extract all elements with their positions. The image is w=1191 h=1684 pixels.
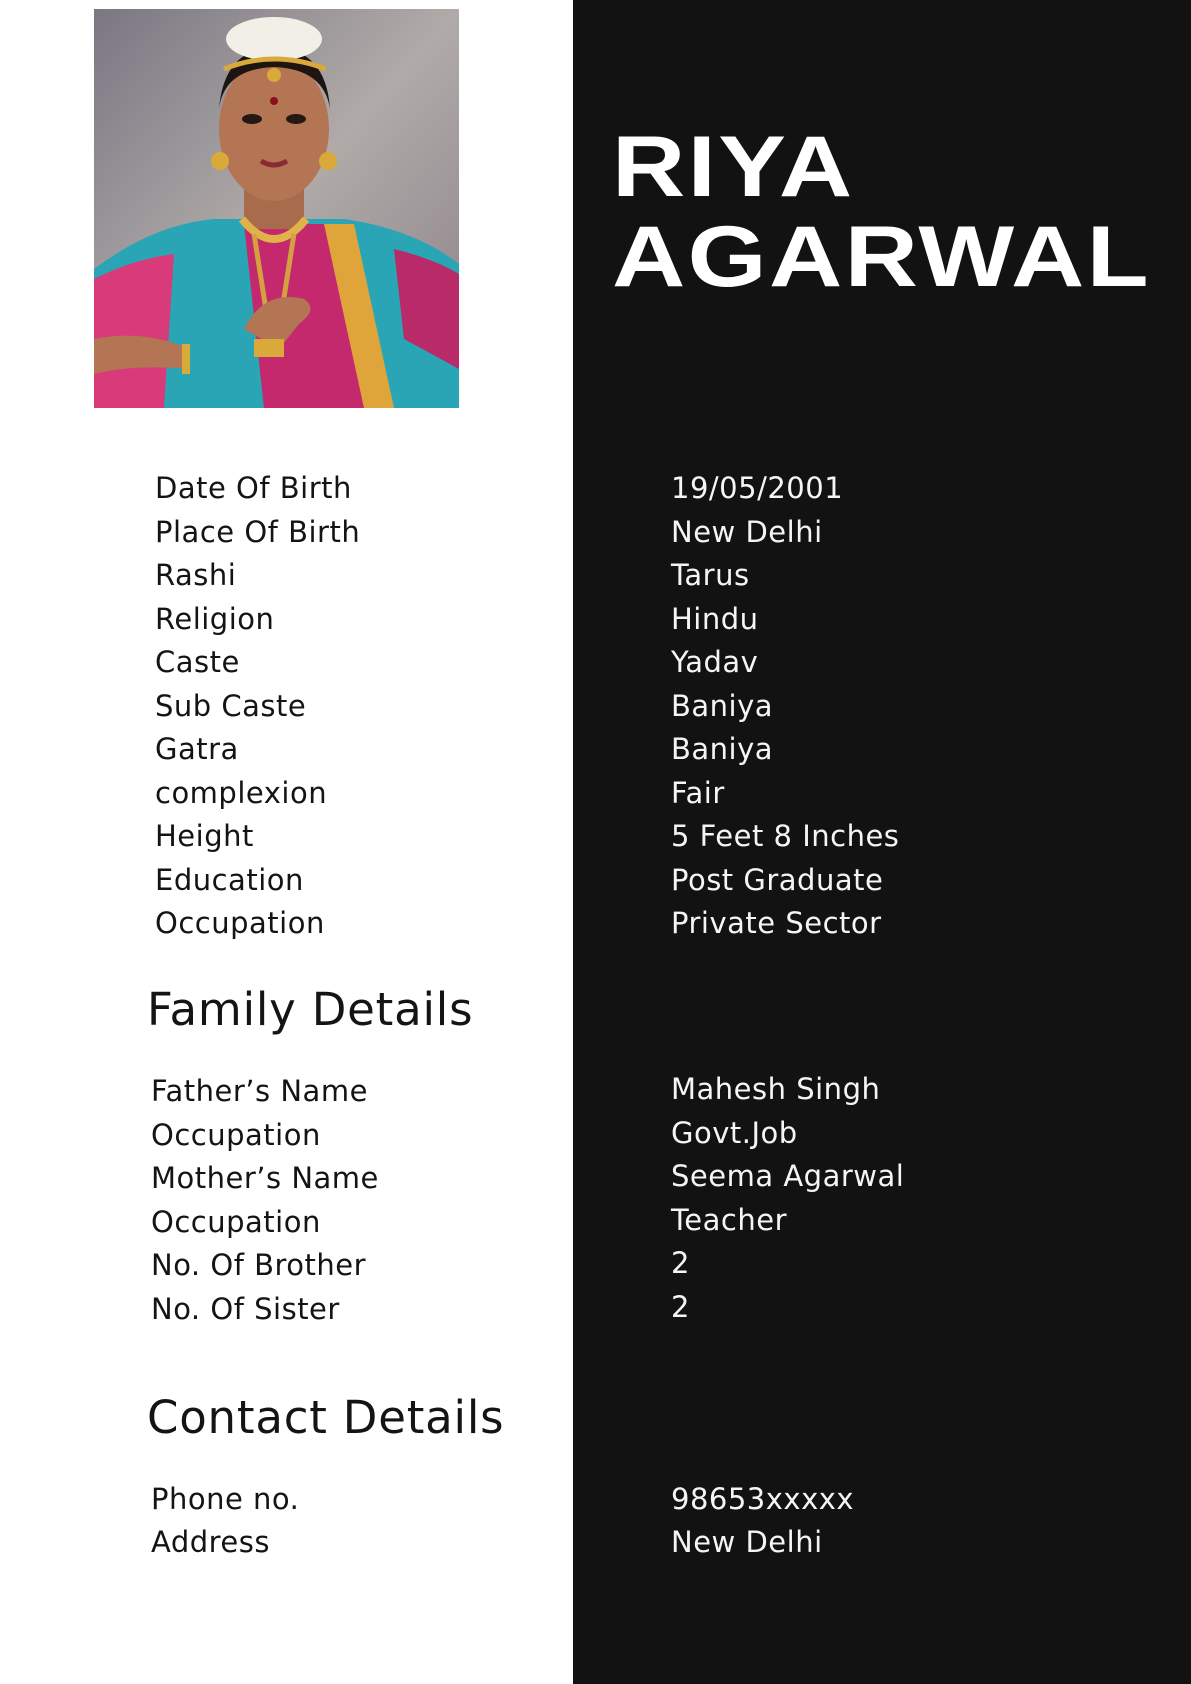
label-mother-occupation: Occupation bbox=[151, 1205, 321, 1239]
label-caste: Caste bbox=[155, 645, 240, 679]
value-height: 5 Feet 8 Inches bbox=[671, 819, 900, 853]
value-sub-caste: Baniya bbox=[671, 689, 774, 723]
label-father-occupation: Occupation bbox=[151, 1118, 321, 1152]
label-phone: Phone no. bbox=[151, 1482, 300, 1516]
label-brothers: No. Of Brother bbox=[151, 1248, 367, 1282]
value-complexion: Fair bbox=[671, 776, 725, 810]
value-brothers: 2 bbox=[671, 1246, 690, 1280]
family-details-heading: Family Details bbox=[147, 983, 474, 1036]
value-place-of-birth: New Delhi bbox=[671, 515, 823, 549]
value-mother-name: Seema Agarwal bbox=[671, 1159, 905, 1193]
label-mother-name: Mother’s Name bbox=[151, 1161, 379, 1195]
profile-photo bbox=[94, 9, 459, 408]
label-address: Address bbox=[151, 1525, 270, 1559]
label-father-name: Father’s Name bbox=[151, 1074, 368, 1108]
person-name bbox=[612, 119, 1151, 305]
value-phone: 98653xxxxx bbox=[671, 1482, 855, 1516]
first-name: RIYA bbox=[612, 119, 855, 215]
label-sisters: No. Of Sister bbox=[151, 1292, 340, 1326]
value-occupation: Private Sector bbox=[671, 906, 882, 940]
value-father-name: Mahesh Singh bbox=[671, 1072, 881, 1106]
value-date-of-birth: 19/05/2001 bbox=[671, 471, 844, 505]
value-religion: Hindu bbox=[671, 602, 759, 636]
label-occupation: Occupation bbox=[155, 906, 325, 940]
label-complexion: complexion bbox=[155, 776, 328, 810]
label-height: Height bbox=[155, 819, 254, 853]
label-gatra: Gatra bbox=[155, 732, 239, 766]
value-rashi: Tarus bbox=[671, 558, 750, 592]
contact-details-heading: Contact Details bbox=[147, 1391, 505, 1444]
value-sisters: 2 bbox=[671, 1290, 690, 1324]
value-education: Post Graduate bbox=[671, 863, 884, 897]
value-father-occupation: Govt.Job bbox=[671, 1116, 798, 1150]
last-name: AGARWAL bbox=[612, 209, 1151, 305]
value-address: New Delhi bbox=[671, 1525, 823, 1559]
label-rashi: Rashi bbox=[155, 558, 237, 592]
label-place-of-birth: Place Of Birth bbox=[155, 515, 361, 549]
value-mother-occupation: Teacher bbox=[671, 1203, 787, 1237]
label-sub-caste: Sub Caste bbox=[155, 689, 307, 723]
label-date-of-birth: Date Of Birth bbox=[155, 471, 352, 505]
label-religion: Religion bbox=[155, 602, 275, 636]
value-caste: Yadav bbox=[671, 645, 759, 679]
label-education: Education bbox=[155, 863, 304, 897]
value-gatra: Baniya bbox=[671, 732, 774, 766]
